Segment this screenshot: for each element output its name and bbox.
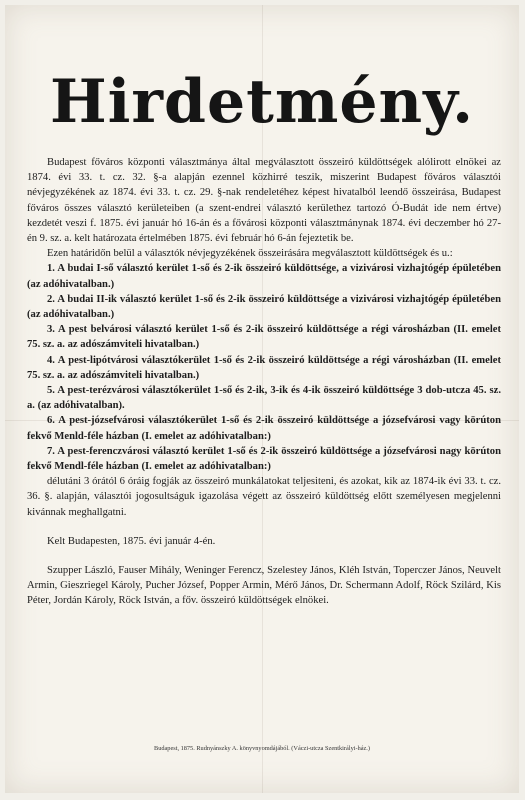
date-line: Kelt Budapesten, 1875. évi január 4-én. [47, 535, 216, 547]
lead-paragraph: Ezen határidőn belül a választók névjegyzékének összeirására megválasztott küldöttségek és u.: [47, 248, 453, 260]
poster-sheet [5, 5, 519, 793]
district-item: 1. A budai I-ső választó kerület 1-ső és 2-ik összeiró küldöttsége, a vizivárosi vizhajtógép épületében (az adóhivatalban.) [27, 263, 501, 290]
district-item: 7. A pest-ferenczvárosi választó kerület 1-ső és 2-ik összeiró küldöttsége a józsefvárosi nagy körúton fekvő Mendl-féle házban (I. emelet az adóhivatalban:) [27, 445, 501, 473]
signatories: Szupper László, Fauser Mihály, Weninger Ferencz, Szelestey János, Kléh István, Toperczer János, Neuvelt Armin, Gieszriegel Károly, Pucher József, Popper Armin, Mérő János, Dr. Schermann Adolf, Röck Szilárd, Kis Péter, Jordán Károly, Röck István, a főv. összeiró küldöttségek elnökei. [27, 565, 501, 607]
printer-imprint: Budapest, 1875. Rudnyánszky A. könyvnyomdájából. (Váczi-utcza Szentkirályi-ház.) [154, 745, 370, 752]
district-item: 2. A budai II-ik választó kerület 1-ső és 2-ik összeiró küldöttsége a vizivárosi vizhajtógép épületében (az adóhivatalban.) [27, 293, 501, 321]
district-item: 6. A pest-józsefvárosi választókerület 1-ső és 2-ik összeiró küldöttsége a józsefvárosi vagy körúton fekvő Menld-féle házban (I. emelet az adóhivatalban:) [27, 415, 501, 442]
district-item: 5. A pest-terézvárosi választókerület 1-ső és 2-ik, 3-ik és 4-ik összeiró küldöttsége 3 dob-utcza 45. sz. a. (az adóhivatalban). [27, 385, 501, 412]
closing-paragraph: délutáni 3 órától 6 óráig fogják az összeiró munkálatokat teljesiteni, és azokat, kik az 1874-ik évi 33. t. cz. 36. §. alapján, választói jogosultságuk igazolása végett az összeiró küldöttség előtt személyesen megjelenni kivánnak meghallgatni. [27, 476, 501, 518]
intro-paragraph: Budapest főváros központi választmánya által megválasztott összeiró küldöttségek alólirott elnökei az 1874. évi 33. t. cz. 32. §-a alapján ezennel közhirré teszik, miszerint Budapest főváros választói névjegyzékének az 1874. évi 33. t. cz. 29. §-nak rendeletéhez képest hivatalból leendő összeirása, Budapest főváros összes választó kerületeiben (a szent-endrei választó kerülethez tartozó Ó-Budát ide nem értve) kezdetét veszi f. 1875. évi január hó 16-án és a fővárosi központi választmánynak 1874. évi deczember hó 27-én 9. sz. a. kelt határozata értelmében 1875. évi február hó 6-án fejeztetik be. [27, 157, 501, 245]
poster-body [27, 155, 501, 609]
poster-title: Hirdetmény. [49, 67, 475, 137]
district-item: 3. A pest belvárosi választó kerület 1-ső és 2-ik összeiró küldöttsége a régi városházban (II. emelet 75. sz. a. az adószámviteli hivatalban.) [27, 324, 501, 351]
district-item: 4. A pest-lipótvárosi választókerület 1-ső és 2-ik összeiró küldöttsége a régi városházban (II. emelet 75. sz. a. az adószámviteli hivatalban.) [27, 354, 501, 381]
